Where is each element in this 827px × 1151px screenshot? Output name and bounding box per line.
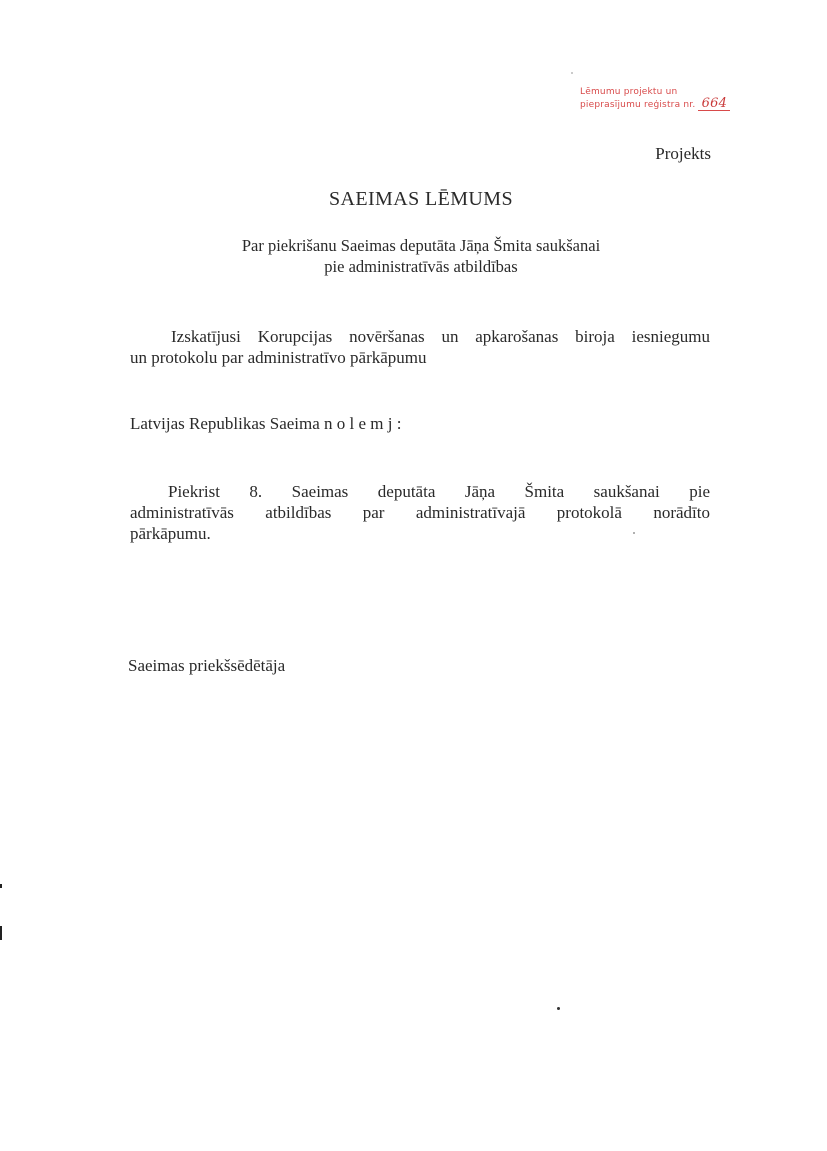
document-subtitle [0,235,827,277]
stamp-line-2 [580,98,740,111]
stamp-line-1: Lēmumu projektu un [580,87,678,97]
subtitle-line-2: pie administratīvās atbildības [324,257,518,276]
scan-speck [571,72,573,74]
decision-paragraph [130,481,710,544]
registry-number: 664 [698,98,730,111]
decision-line-2: administratīvās atbildības par administratīvajā protokolā norādīto [130,503,710,522]
document-title: SAEIMAS LĒMUMS [329,188,513,210]
registry-stamp [580,86,740,111]
stamp-line-2-text: pieprasījumu reģistra nr. [580,100,696,110]
decision-line-1: Piekrist 8. Saeimas deputāta Jāņa Šmita saukšanai pie [168,482,710,501]
draft-label: Projekts [655,144,711,163]
preamble-line-1: Izskatījusi Korupcijas novēršanas un apkarošanas biroja iesniegumu [171,327,710,346]
scan-speck [557,1007,560,1010]
scan-edge-mark [0,926,2,940]
preamble-paragraph [130,326,710,368]
signature-label: Saeimas priekšsēdētāja [128,656,286,675]
subtitle-line-1: Par piekrišanu Saeimas deputāta Jāņa Šmita saukšanai [241,236,601,255]
decision-intro: Latvijas Republikas Saeima n o l e m j : [130,414,402,433]
scan-edge-mark [0,884,2,888]
preamble-line-2: un protokolu par administratīvo pārkāpumu [130,348,427,367]
scan-speck [633,532,635,534]
decision-line-3: pārkāpumu. [130,524,211,543]
